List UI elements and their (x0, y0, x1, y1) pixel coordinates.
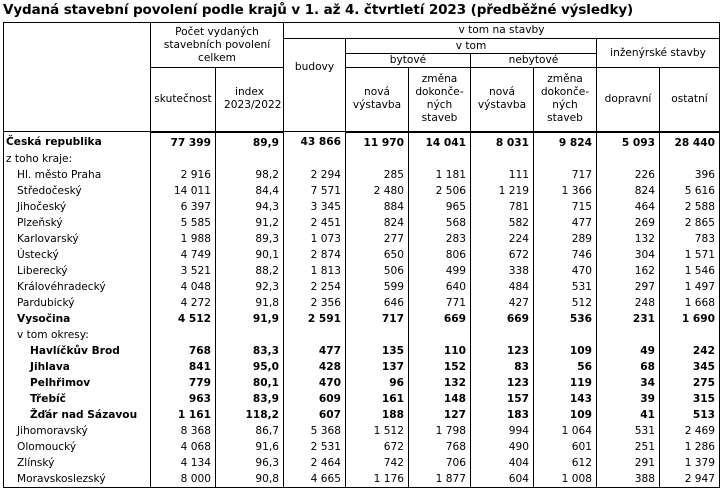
cell-value (409, 327, 471, 343)
cell-value: 89,3 (216, 231, 284, 247)
cell-value: 470 (284, 375, 346, 391)
table-row (4, 327, 720, 343)
cell-value: 275 (660, 375, 720, 391)
cell-value: 464 (597, 199, 660, 215)
cell-value: 771 (409, 295, 471, 311)
cell-value: 2 916 (151, 167, 216, 183)
cell-value: 84,4 (216, 183, 284, 199)
cell-value: 2 464 (284, 455, 346, 471)
table-row (4, 407, 720, 423)
row-label: Středočeský (4, 183, 151, 199)
cell-value: 1 571 (660, 247, 720, 263)
row-label: Hl. město Praha (4, 167, 151, 183)
cell-value: 2 469 (660, 423, 720, 439)
cell-value: 717 (346, 311, 409, 327)
cell-value (346, 151, 409, 167)
cell-value: 96,3 (216, 455, 284, 471)
cell-value: 396 (660, 167, 720, 183)
header-bytove-nova-vystavba: nová výstavba (346, 68, 409, 132)
cell-value: 135 (346, 343, 409, 359)
row-label: Pelhřimov (4, 375, 151, 391)
cell-value: 536 (534, 311, 597, 327)
cell-value: 824 (346, 215, 409, 231)
cell-value: 428 (284, 359, 346, 375)
cell-value (409, 151, 471, 167)
cell-value: 11 970 (346, 132, 409, 151)
cell-value: 39 (597, 391, 660, 407)
cell-value: 506 (346, 263, 409, 279)
cell-value: 8 000 (151, 471, 216, 488)
cell-value: 531 (534, 279, 597, 295)
row-label: Olomoucký (4, 439, 151, 455)
cell-value: 404 (471, 455, 534, 471)
cell-value: 161 (346, 391, 409, 407)
table-row (4, 295, 720, 311)
cell-value: 824 (597, 183, 660, 199)
header-budovy: budovy (284, 39, 346, 132)
cell-value: 132 (409, 375, 471, 391)
cell-value: 41 (597, 407, 660, 423)
cell-value: 277 (346, 231, 409, 247)
cell-value: 137 (346, 359, 409, 375)
cell-value: 91,8 (216, 295, 284, 311)
cell-value: 111 (471, 167, 534, 183)
cell-value: 2 874 (284, 247, 346, 263)
cell-value: 68 (597, 359, 660, 375)
cell-value: 28 440 (660, 132, 720, 151)
cell-value (284, 151, 346, 167)
cell-value: 1 877 (409, 471, 471, 488)
cell-value: 783 (660, 231, 720, 247)
cell-value: 8 368 (151, 423, 216, 439)
table-body (4, 132, 720, 488)
cell-value (151, 327, 216, 343)
cell-value: 297 (597, 279, 660, 295)
cell-value: 2 531 (284, 439, 346, 455)
table-row (4, 183, 720, 199)
cell-value: 965 (409, 199, 471, 215)
row-label: Pardubický (4, 295, 151, 311)
cell-value: 2 591 (284, 311, 346, 327)
cell-value: 2 294 (284, 167, 346, 183)
cell-value: 477 (534, 215, 597, 231)
building-permits-table (3, 22, 720, 488)
cell-value: 1 497 (660, 279, 720, 295)
cell-value: 768 (151, 343, 216, 359)
cell-value: 43 866 (284, 132, 346, 151)
cell-value: 132 (597, 231, 660, 247)
cell-value (346, 327, 409, 343)
header-dopravni: dopravní (597, 68, 660, 132)
cell-value: 83,3 (216, 343, 284, 359)
cell-value: 248 (597, 295, 660, 311)
table-row (4, 439, 720, 455)
cell-value: 2 480 (346, 183, 409, 199)
cell-value: 89,9 (216, 132, 284, 151)
table-row (4, 167, 720, 183)
row-label: Karlovarský (4, 231, 151, 247)
cell-value: 80,1 (216, 375, 284, 391)
cell-value: 1 512 (346, 423, 409, 439)
cell-value (151, 151, 216, 167)
cell-value: 90,8 (216, 471, 284, 488)
cell-value: 599 (346, 279, 409, 295)
table-row (4, 423, 720, 439)
cell-value: 1 064 (534, 423, 597, 439)
cell-value: 123 (471, 375, 534, 391)
cell-value: 531 (597, 423, 660, 439)
cell-value: 1 286 (660, 439, 720, 455)
table-title: Vydaná stavební povolení podle krajů v 1. až 4. čtvrtletí 2023 (předběžné výsledky) (3, 2, 634, 18)
header-v-tom: v tom (346, 39, 597, 54)
cell-value: 4 068 (151, 439, 216, 455)
cell-value: 1 668 (660, 295, 720, 311)
row-label: Vysočina (4, 311, 151, 327)
header-index: index 2023/2022 (216, 68, 284, 132)
cell-value: 490 (471, 439, 534, 455)
cell-value: 5 093 (597, 132, 660, 151)
cell-value: 34 (597, 375, 660, 391)
cell-value: 2 254 (284, 279, 346, 295)
cell-value: 91,6 (216, 439, 284, 455)
cell-value: 9 824 (534, 132, 597, 151)
row-label: Jihomoravský (4, 423, 151, 439)
cell-value: 3 521 (151, 263, 216, 279)
cell-value (534, 327, 597, 343)
cell-value: 484 (471, 279, 534, 295)
table-row (4, 231, 720, 247)
row-label: Jihlava (4, 359, 151, 375)
cell-value: 2 947 (660, 471, 720, 488)
cell-value: 963 (151, 391, 216, 407)
cell-value: 994 (471, 423, 534, 439)
cell-value: 806 (409, 247, 471, 263)
cell-value: 781 (471, 199, 534, 215)
table-row (4, 279, 720, 295)
cell-value: 224 (471, 231, 534, 247)
cell-value: 315 (660, 391, 720, 407)
cell-value: 1 366 (534, 183, 597, 199)
cell-value: 338 (471, 263, 534, 279)
table-row (4, 263, 720, 279)
cell-value: 56 (534, 359, 597, 375)
table-row (4, 132, 720, 151)
cell-value: 109 (534, 407, 597, 423)
cell-value: 14 011 (151, 183, 216, 199)
cell-value: 91,9 (216, 311, 284, 327)
cell-value: 5 616 (660, 183, 720, 199)
table-row (4, 375, 720, 391)
cell-value: 345 (660, 359, 720, 375)
cell-value: 746 (534, 247, 597, 263)
cell-value: 8 031 (471, 132, 534, 151)
table-row (4, 343, 720, 359)
cell-value: 582 (471, 215, 534, 231)
cell-value (216, 327, 284, 343)
cell-value: 1 181 (409, 167, 471, 183)
cell-value (471, 327, 534, 343)
cell-value: 427 (471, 295, 534, 311)
cell-value: 91,2 (216, 215, 284, 231)
cell-value: 157 (471, 391, 534, 407)
table-row (4, 455, 720, 471)
cell-value: 4 512 (151, 311, 216, 327)
cell-value: 717 (534, 167, 597, 183)
cell-value: 2 588 (660, 199, 720, 215)
cell-value: 512 (534, 295, 597, 311)
cell-value: 477 (284, 343, 346, 359)
cell-value: 251 (597, 439, 660, 455)
cell-value (660, 327, 720, 343)
cell-value: 143 (534, 391, 597, 407)
header-skutecnost: skutečnost (151, 68, 216, 132)
cell-value: 183 (471, 407, 534, 423)
cell-value: 148 (409, 391, 471, 407)
cell-value: 640 (409, 279, 471, 295)
row-label: Třebíč (4, 391, 151, 407)
cell-value (284, 327, 346, 343)
cell-value: 1 008 (534, 471, 597, 488)
cell-value (660, 151, 720, 167)
cell-value: 304 (597, 247, 660, 263)
cell-value: 1 073 (284, 231, 346, 247)
cell-value: 14 041 (409, 132, 471, 151)
cell-value: 470 (534, 263, 597, 279)
cell-value: 568 (409, 215, 471, 231)
row-label: Zlínský (4, 455, 151, 471)
cell-value: 669 (409, 311, 471, 327)
row-label: Jihočeský (4, 199, 151, 215)
cell-value: 5 368 (284, 423, 346, 439)
cell-value: 98,2 (216, 167, 284, 183)
cell-value: 2 451 (284, 215, 346, 231)
cell-value: 715 (534, 199, 597, 215)
header-bytove: bytové (346, 54, 471, 68)
cell-value: 90,1 (216, 247, 284, 263)
cell-value: 83 (471, 359, 534, 375)
cell-value: 779 (151, 375, 216, 391)
cell-value: 6 397 (151, 199, 216, 215)
row-label: v tom okresy: (4, 327, 151, 343)
row-label: Žďár nad Sázavou (4, 407, 151, 423)
cell-value: 884 (346, 199, 409, 215)
cell-value: 646 (346, 295, 409, 311)
cell-value: 1 798 (409, 423, 471, 439)
cell-value: 119 (534, 375, 597, 391)
table-row (4, 247, 720, 263)
cell-value: 231 (597, 311, 660, 327)
cell-value: 2 865 (660, 215, 720, 231)
cell-value: 706 (409, 455, 471, 471)
cell-value: 188 (346, 407, 409, 423)
cell-value: 1 813 (284, 263, 346, 279)
table-row (4, 215, 720, 231)
header-nebytove-nova-vystavba: nová výstavba (471, 68, 534, 132)
row-label: Ústecký (4, 247, 151, 263)
cell-value: 77 399 (151, 132, 216, 151)
cell-value: 3 345 (284, 199, 346, 215)
cell-value: 1 176 (346, 471, 409, 488)
cell-value: 92,3 (216, 279, 284, 295)
cell-value: 607 (284, 407, 346, 423)
cell-value: 289 (534, 231, 597, 247)
row-label: Liberecký (4, 263, 151, 279)
cell-value: 4 749 (151, 247, 216, 263)
cell-value: 513 (660, 407, 720, 423)
cell-value: 4 665 (284, 471, 346, 488)
cell-value: 96 (346, 375, 409, 391)
cell-value: 5 585 (151, 215, 216, 231)
cell-value: 242 (660, 343, 720, 359)
row-label: Plzeňský (4, 215, 151, 231)
cell-value: 669 (471, 311, 534, 327)
header-pocet: Počet vydaných stavebních povolení celkem (151, 23, 284, 68)
cell-value: 83,9 (216, 391, 284, 407)
cell-value: 604 (471, 471, 534, 488)
header-v-tom-na-stavby: v tom na stavby (284, 23, 720, 39)
header-ostatni: ostatní (660, 68, 720, 132)
cell-value: 1 219 (471, 183, 534, 199)
row-label: Královéhradecký (4, 279, 151, 295)
cell-value: 88,2 (216, 263, 284, 279)
cell-value (471, 151, 534, 167)
cell-value: 49 (597, 343, 660, 359)
cell-value: 499 (409, 263, 471, 279)
header-nebytove: nebytové (471, 54, 597, 68)
cell-value: 7 571 (284, 183, 346, 199)
row-label: Havlíčkův Brod (4, 343, 151, 359)
cell-value: 601 (534, 439, 597, 455)
header-nebytove-zmena: změna dokonče-ných staveb (534, 68, 597, 132)
table-row (4, 311, 720, 327)
cell-value (597, 151, 660, 167)
cell-value: 94,3 (216, 199, 284, 215)
cell-value (597, 327, 660, 343)
cell-value: 672 (346, 439, 409, 455)
cell-value: 841 (151, 359, 216, 375)
cell-value: 742 (346, 455, 409, 471)
cell-value: 110 (409, 343, 471, 359)
cell-value: 285 (346, 167, 409, 183)
cell-value: 4 272 (151, 295, 216, 311)
cell-value: 650 (346, 247, 409, 263)
cell-value: 123 (471, 343, 534, 359)
cell-value: 768 (409, 439, 471, 455)
cell-value: 127 (409, 407, 471, 423)
cell-value: 1 379 (660, 455, 720, 471)
row-label: Moravskoslezský (4, 471, 151, 488)
cell-value: 4 048 (151, 279, 216, 295)
cell-value: 226 (597, 167, 660, 183)
table-row (4, 391, 720, 407)
cell-value: 1 690 (660, 311, 720, 327)
row-label: Česká republika (4, 132, 151, 151)
cell-value (216, 151, 284, 167)
cell-value: 269 (597, 215, 660, 231)
cell-value: 612 (534, 455, 597, 471)
cell-value: 388 (597, 471, 660, 488)
cell-value: 95,0 (216, 359, 284, 375)
cell-value: 1 546 (660, 263, 720, 279)
cell-value: 2 506 (409, 183, 471, 199)
cell-value: 1 988 (151, 231, 216, 247)
header-corner (4, 23, 151, 132)
table-row (4, 471, 720, 488)
cell-value: 283 (409, 231, 471, 247)
cell-value: 109 (534, 343, 597, 359)
table-row (4, 199, 720, 215)
cell-value: 672 (471, 247, 534, 263)
cell-value: 4 134 (151, 455, 216, 471)
cell-value: 1 161 (151, 407, 216, 423)
table-row (4, 151, 720, 167)
header-bytove-zmena: změna dokonče-ných staveb (409, 68, 471, 132)
cell-value (534, 151, 597, 167)
cell-value: 152 (409, 359, 471, 375)
cell-value: 2 356 (284, 295, 346, 311)
cell-value: 291 (597, 455, 660, 471)
header-inzenyrske-stavby: inženýrské stavby (597, 39, 720, 68)
cell-value: 609 (284, 391, 346, 407)
table-row (4, 359, 720, 375)
cell-value: 162 (597, 263, 660, 279)
cell-value: 86,7 (216, 423, 284, 439)
cell-value: 118,2 (216, 407, 284, 423)
row-label: z toho kraje: (4, 151, 151, 167)
